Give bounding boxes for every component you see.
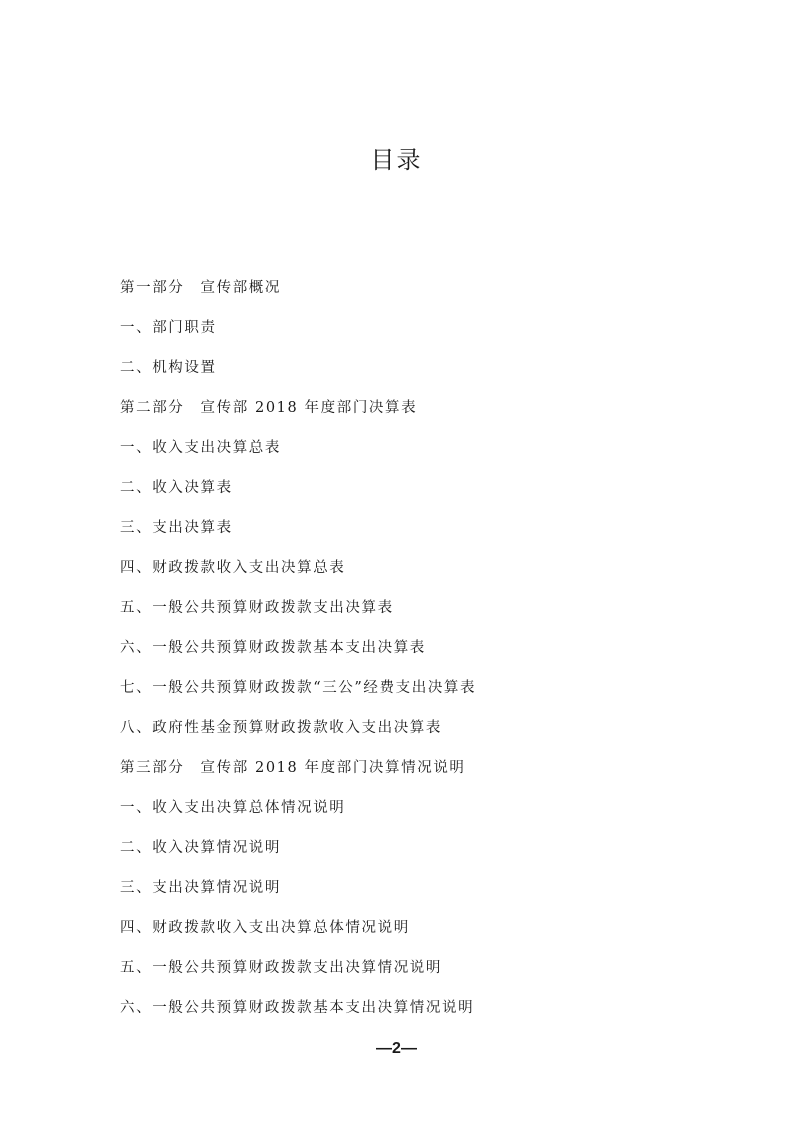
toc-item: 八、政府性基金预算财政拨款收入支出决算表 bbox=[120, 720, 442, 736]
toc-item: 一、收入支出决算总体情况说明 bbox=[120, 800, 346, 816]
toc-item: 二、收入决算情况说明 bbox=[120, 840, 281, 856]
toc-item: 三、支出决算情况说明 bbox=[120, 880, 281, 896]
toc-item-part-3: 第三部分 宣传部 2018 年度部门决算情况说明 bbox=[120, 760, 466, 776]
toc-item-part-2: 第二部分 宣传部 2018 年度部门决算表 bbox=[120, 400, 418, 416]
toc-item: 七、一般公共预算财政拨款“三公”经费支出决算表 bbox=[120, 680, 477, 696]
page-title: 目录 bbox=[370, 146, 423, 174]
toc-item: 二、收入决算表 bbox=[120, 480, 233, 496]
page-number: —2— bbox=[376, 1040, 417, 1057]
toc-item-part-1: 第一部分 宣传部概况 bbox=[120, 280, 281, 296]
toc-item: 六、一般公共预算财政拨款基本支出决算情况说明 bbox=[120, 1000, 475, 1016]
toc-item: 五、一般公共预算财政拨款支出决算表 bbox=[120, 600, 394, 616]
toc-item: 一、收入支出决算总表 bbox=[120, 440, 281, 456]
toc-item: 一、部门职责 bbox=[120, 320, 217, 336]
toc-item: 二、机构设置 bbox=[120, 360, 217, 376]
toc-item: 四、财政拨款收入支出决算总体情况说明 bbox=[120, 920, 410, 936]
toc-item: 五、一般公共预算财政拨款支出决算情况说明 bbox=[120, 960, 442, 976]
toc-item: 四、财政拨款收入支出决算总表 bbox=[120, 560, 346, 576]
toc-item: 六、一般公共预算财政拨款基本支出决算表 bbox=[120, 640, 426, 656]
toc-item: 三、支出决算表 bbox=[120, 520, 233, 536]
table-of-contents bbox=[120, 276, 720, 1036]
